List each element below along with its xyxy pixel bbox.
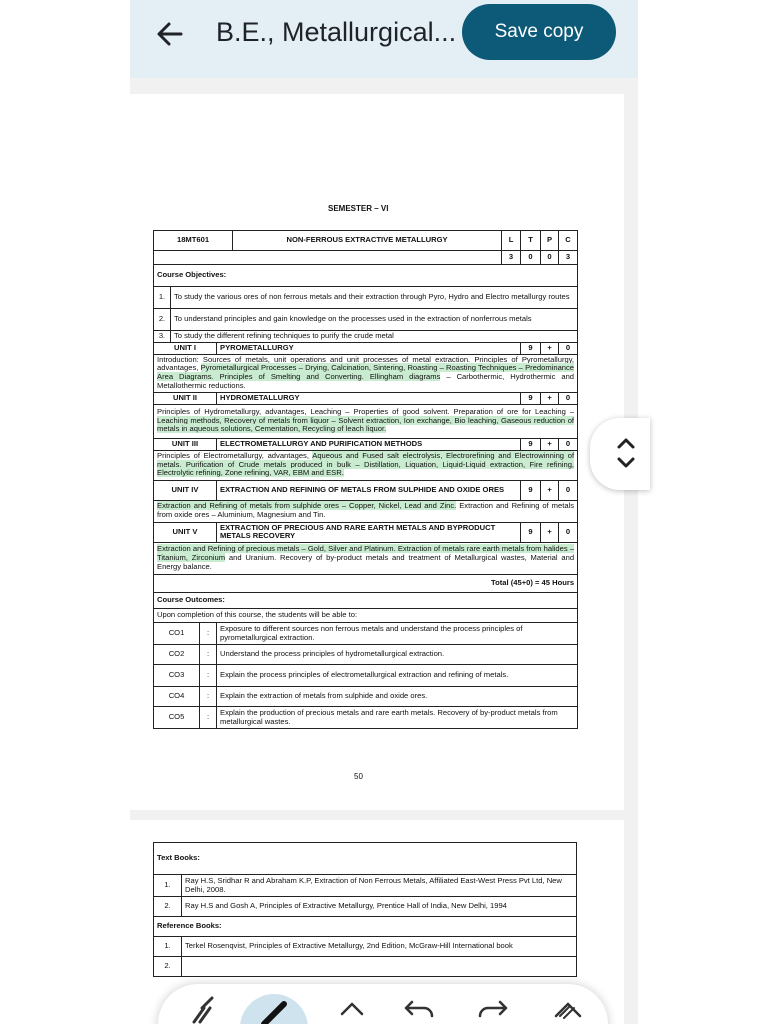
unit-title: PYROMETALLURGY xyxy=(217,342,521,354)
unit-content xyxy=(154,450,578,480)
outcome-text: Understand the process principles of hydrometallurgical extraction. xyxy=(217,645,578,665)
objective-number: 3. xyxy=(154,331,171,343)
highlighted-text: Leaching methods, Recovery of metals from liquor – Solvent extraction, Ion exchange, Bio leaching, Gaseous reduction of metals in aqueous solutions, Cementation, Recycling of leach liquor. xyxy=(157,415,575,434)
book-number: 1. xyxy=(154,875,182,897)
unit-hours: 9 xyxy=(521,342,541,354)
unit-zero: 0 xyxy=(559,342,578,354)
unit-content xyxy=(154,404,578,438)
outcome-separator: : xyxy=(200,645,217,665)
unit-zero: 0 xyxy=(559,480,578,500)
shapes-icon[interactable] xyxy=(334,992,370,1024)
outcome-id: CO3 xyxy=(154,665,200,687)
pen-icon xyxy=(258,998,292,1024)
outcome-text: Exposure to different sources non ferrous metals and understand the process principles of pyrometallurgical extraction. xyxy=(217,623,578,645)
unit-title: EXTRACTION AND REFINING OF METALS FROM SULPHIDE AND OXIDE ORES xyxy=(217,480,521,500)
outcome-id: CO4 xyxy=(154,687,200,707)
outcome-separator: : xyxy=(200,665,217,687)
objectives-heading: Course Objectives: xyxy=(154,265,578,287)
unit-text: Extraction and Refining of metals from oxide ores – Aluminium, Magnesium and Tin. xyxy=(157,501,575,520)
undo-icon[interactable] xyxy=(400,992,436,1024)
unit-id: UNIT III xyxy=(154,438,217,450)
unit-zero: 0 xyxy=(559,438,578,450)
book-text: Ray H.S, Sridhar R and Abraham K.P, Extraction of Non Ferrous Metals, Affiliated East-West Press Pvt Ltd, New Delhi, 2008. xyxy=(182,875,577,897)
book-number: 2. xyxy=(154,897,182,917)
unit-hours: 9 xyxy=(521,392,541,404)
textbooks-heading: Text Books: xyxy=(154,843,577,875)
ltpc-label: L xyxy=(502,231,521,251)
total-hours: Total (45+0) = 45 Hours xyxy=(154,575,578,593)
objective-number: 1. xyxy=(154,287,171,309)
unit-hours: 9 xyxy=(521,522,541,542)
book-text xyxy=(182,957,577,977)
app-bar xyxy=(130,0,638,78)
unit-plus: + xyxy=(541,342,559,354)
back-button[interactable] xyxy=(150,14,190,54)
highlighted-text: Extraction and Refining of metals from sulphide ores – Copper, Nickel, Lead and Zinc. xyxy=(157,501,457,511)
outcome-id: CO2 xyxy=(154,645,200,665)
objective-text: To study the various ores of non ferrous metals and their extraction through Pyro, Hydro and Electro metallurgy routes xyxy=(171,287,578,309)
unit-hours: 9 xyxy=(521,438,541,450)
unit-content xyxy=(154,354,578,392)
book-number: 2. xyxy=(154,957,182,977)
outcome-separator: : xyxy=(200,687,217,707)
semester-heading: SEMESTER – VI xyxy=(328,204,389,213)
unit-zero: 0 xyxy=(559,392,578,404)
unit-id: UNIT I xyxy=(154,342,217,354)
highlighted-text: Pyrometallurgical Processes – Drying, Calcination, Sintering, Roasting – Roasting Techniques – Predominance Area Diagrams. Principles of Smelting and Converting. Ellingham diagrams xyxy=(157,363,575,382)
chevron-down-icon[interactable] xyxy=(616,456,636,470)
ltpc-value: 0 xyxy=(541,251,559,265)
objective-text: To study the different refining techniques to purify the crude metal xyxy=(171,331,578,343)
highlighter-icon[interactable] xyxy=(186,992,222,1024)
unit-zero: 0 xyxy=(559,522,578,542)
objective-text: To understand principles and gain knowledge on the processes used in the extraction of nonferrous metals xyxy=(171,309,578,331)
course-code: 18MT601 xyxy=(154,231,233,251)
unit-text: Principles of Hydrometallurgy, advantages, Leaching – Properties of good solvent. Preparation of ore for Leaching – xyxy=(157,407,575,417)
unit-plus: + xyxy=(541,480,559,500)
unit-text: Principles of Electrometallurgy, advantages, xyxy=(157,451,313,461)
outcome-text: Explain the extraction of metals from sulphide and oxide ores. xyxy=(217,687,578,707)
outcomes-heading: Course Outcomes: xyxy=(154,593,578,609)
outcome-id: CO5 xyxy=(154,707,200,729)
ltpc-value: 0 xyxy=(521,251,541,265)
chevron-up-icon[interactable] xyxy=(616,436,636,450)
book-text: Ray H.S and Gosh A, Principles of Extractive Metallurgy, Prentice Hall of India, New Delhi, 1994 xyxy=(182,897,577,917)
arrow-left-icon xyxy=(150,14,190,54)
page-number: 50 xyxy=(354,772,363,781)
page-nav-control[interactable] xyxy=(590,418,650,490)
document-viewer[interactable] xyxy=(130,78,638,1024)
references-heading: Reference Books: xyxy=(154,917,577,937)
blank-cell xyxy=(154,251,502,265)
ltpc-label: T xyxy=(521,231,541,251)
highlighted-text: Aqueous and Fused salt electrolysis, Electrorefining and Electrowinning of metals. Purification of Crude metals produced in bulk – Distillation, Liquation, Liquid-Liquid extraction, Fire refining, Electrolytic refining, Zone refining, VAR, EBM and ESR. xyxy=(157,451,575,478)
annotation-toolbar xyxy=(158,984,608,1024)
book-text: Terkel Rosenqvist, Principles of Extractive Metallurgy, 2nd Edition, McGraw-Hill International book xyxy=(182,937,577,957)
ltpc-label: P xyxy=(541,231,559,251)
pen-tool-active[interactable] xyxy=(240,994,308,1024)
unit-plus: + xyxy=(541,522,559,542)
outcome-separator: : xyxy=(200,623,217,645)
course-name: NON-FERROUS EXTRACTIVE METALLURGY xyxy=(233,231,502,251)
syllabus-table xyxy=(153,230,578,729)
ltpc-label: C xyxy=(559,231,578,251)
unit-id: UNIT IV xyxy=(154,480,217,500)
unit-hours: 9 xyxy=(521,480,541,500)
unit-content xyxy=(154,543,578,575)
document-title: B.E., Metallurgical... xyxy=(216,17,457,47)
book-number: 1. xyxy=(154,937,182,957)
outcome-text: Explain the process principles of electrometallurgical extraction and refining of metals. xyxy=(217,665,578,687)
unit-content xyxy=(154,500,578,522)
unit-title: HYDROMETALLURGY xyxy=(217,392,521,404)
unit-text: – Carbothermic, Hydrothermic and Metallothermic reductions. xyxy=(157,372,575,390)
save-copy-button[interactable]: Save copy xyxy=(462,4,616,60)
outcome-text: Explain the production of precious metals and rare earth metals. Recovery of by-product metals from metallurgical wastes. xyxy=(217,707,578,729)
outcome-separator: : xyxy=(200,707,217,729)
ltpc-value: 3 xyxy=(559,251,578,265)
unit-id: UNIT V xyxy=(154,522,217,542)
eraser-icon[interactable] xyxy=(550,992,586,1024)
redo-icon[interactable] xyxy=(476,992,512,1024)
unit-title: EXTRACTION OF PRECIOUS AND RARE EARTH METALS AND BYPRODUCT METALS RECOVERY xyxy=(217,522,521,542)
pdf-page xyxy=(130,94,624,810)
objective-number: 2. xyxy=(154,309,171,331)
unit-text: and Uranium. Recovery of by-product metals and treatment of Metallurgical wastes, Material and Energy balance. xyxy=(157,553,575,571)
unit-title: ELECTROMETALLURGY AND PURIFICATION METHODS xyxy=(217,438,521,450)
books-table xyxy=(153,842,577,977)
highlighted-text: Extraction and Refining of precious metals – Gold, Silver and Platinum. Extraction of metals rare earth metals from halides – Titanium, Zirconium xyxy=(157,544,575,563)
unit-plus: + xyxy=(541,438,559,450)
unit-id: UNIT II xyxy=(154,392,217,404)
ltpc-value: 3 xyxy=(502,251,521,265)
unit-plus: + xyxy=(541,392,559,404)
outcome-id: CO1 xyxy=(154,623,200,645)
outcomes-intro: Upon completion of this course, the students will be able to: xyxy=(154,609,578,623)
unit-text: Introduction: Sources of metals, unit operations and unit processes of metal extraction. Principles of Pyrometallurgy, advantages, xyxy=(157,354,575,373)
